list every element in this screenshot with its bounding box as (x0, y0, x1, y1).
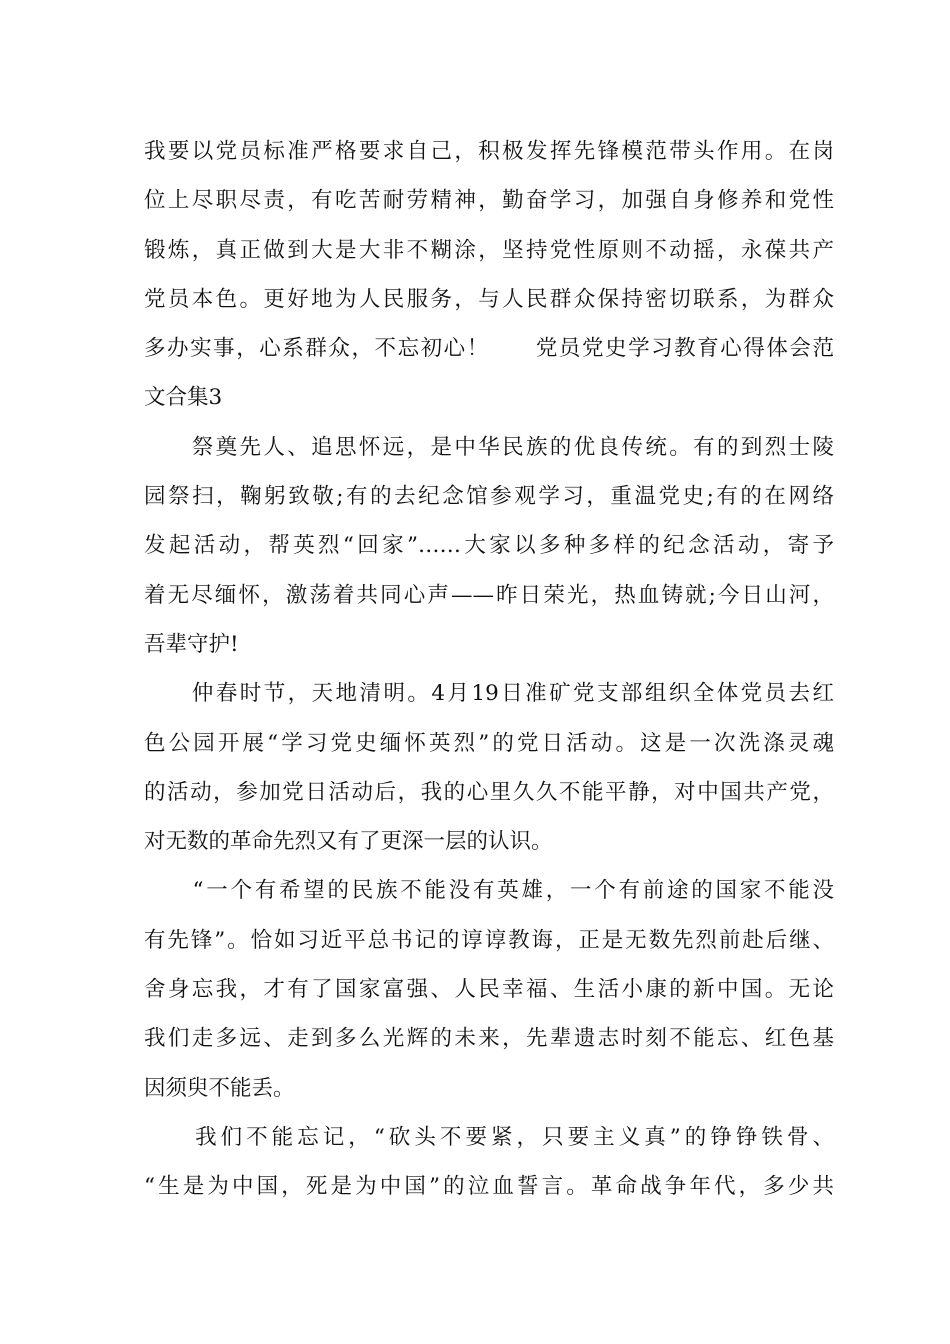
text-line: 对无数的革命先烈又有了更深一层的认识。 (144, 829, 553, 855)
text-line: 我们不能忘记，“砍头不要紧，只要主义真”的铮铮铁骨、 (144, 1124, 834, 1150)
text-line: 因须臾不能丢。 (144, 1075, 295, 1101)
text-line: 党员本色。更好地为人民服务，与人民群众保持密切联系，为群众 (144, 286, 834, 312)
text-line: 着无尽缅怀，激荡着共同心声——昨日荣光，热血铸就;今日山河， (144, 582, 834, 608)
text-line: 舍身忘我，才有了国家富强、人民幸福、生活小康的新中国。无论 (144, 977, 834, 1003)
text-line: 吾辈守护! (144, 631, 239, 657)
text-line: 园祭扫，鞠躬致敬;有的去纪念馆参观学习，重温党史;有的在网络 (144, 484, 834, 510)
text-line: “生是为中国，死是为中国”的泣血誓言。革命战争年代，多少共 (144, 1174, 834, 1200)
body-text (144, 132, 834, 1217)
text-line: 祭奠先人、追思怀远，是中华民族的优良传统。有的到烈士陵 (144, 434, 834, 460)
text-line: 有先锋”。恰如习近平总书记的谆谆教诲，正是无数先烈前赴后继、 (144, 927, 834, 953)
text-line: 文合集3 (144, 385, 223, 411)
text-line: 仲春时节，天地清明。4月19日准矿党支部组织全体党员去红 (144, 681, 834, 707)
text-line: 位上尽职尽责，有吃苦耐劳精神，勤奋学习，加强自身修养和党性 (144, 188, 834, 214)
text-line: 发起活动，帮英烈“回家”……大家以多种多样的纪念活动，寄予 (144, 533, 834, 559)
text-line: 多办实事，心系群众，不忘初心！ 党员党史学习教育心得体会范 (144, 336, 834, 362)
text-line: 锻炼，真正做到大是大非不糊涂，坚持党性原则不动摇，永葆共产 (144, 237, 834, 263)
text-line: 我要以党员标准严格要求自己，积极发挥先锋模范带头作用。在岗 (144, 139, 834, 164)
text-line: 色公园开展“学习党史缅怀英烈”的党日活动。这是一次洗涤灵魂 (144, 730, 834, 756)
text-line: 的活动，参加党日活动后，我的心里久久不能平静，对中国共产党， (144, 779, 834, 805)
text-line: 我们走多远、走到多么光辉的未来，先辈遗志时刻不能忘、红色基 (144, 1026, 834, 1052)
text-line: “一个有希望的民族不能没有英雄，一个有前途的国家不能没 (144, 878, 834, 904)
